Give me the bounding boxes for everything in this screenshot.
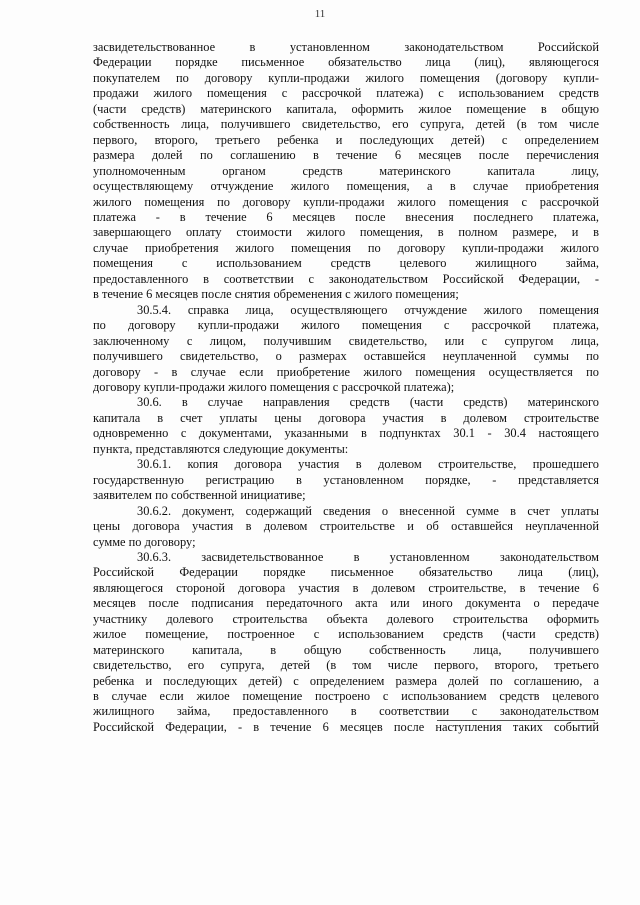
- text-line: завершающего оплату стоимости жилого помещения, в полном размере, и в: [93, 225, 599, 240]
- text-line: заявителем по собственной инициативе;: [93, 488, 306, 503]
- text-line: пункта, представляются следующие документы:: [93, 441, 349, 456]
- text-line: жилищного займа, предоставленного в соответствии с законодательством: [93, 704, 599, 719]
- text-line: капитала в счет уплаты цены договора участия в долевом строительстве: [93, 410, 599, 425]
- text-line: 30.6. в случае направления средств (части средств) материнского: [137, 395, 599, 410]
- text-line: государственную регистрацию в установленном порядке, - представляется: [93, 472, 599, 487]
- text-line: заключенному с лицом, получившим свидетельство, или с супругом лица,: [93, 333, 599, 348]
- text-line: сумме по договору;: [93, 534, 196, 549]
- text-line: в течение 6 месяцев после снятия обременения с жилого помещения;: [93, 287, 459, 302]
- text-line: являющегося стороной договора участия в долевом строительстве, в течение 6: [93, 580, 599, 595]
- text-line: осуществляющему отчуждение жилого помещения, а в случае приобретения: [93, 179, 599, 194]
- text-line: месяцев после подписания передаточного акта или иного документа о передаче: [93, 596, 599, 611]
- text-line: материнского капитала, в общую собственность лица, получившего: [93, 642, 599, 657]
- text-line: (части средств) материнского капитала, оформить жилое помещение в общую: [93, 101, 599, 116]
- text-line: цены договора участия в долевом строительстве и об оставшейся неуплаченной: [93, 519, 599, 534]
- text-line: одновременно с документами, указанными в подпунктах 30.1 - 30.4 настоящего: [93, 426, 599, 441]
- text-line: свидетельство, его супруга, детей (в том числе первого, второго, третьего: [93, 658, 599, 673]
- underline-mark: [437, 720, 595, 721]
- text-line: размера долей по соглашению в течение 6 месяцев после перечисления: [93, 148, 599, 163]
- text-line: Российской Федерации, - в течение 6 месяцев после наступления таких событий: [93, 719, 599, 734]
- text-line: в случае если жилое помещение построено с использованием средств целевого: [93, 689, 599, 704]
- document-body: [93, 40, 599, 735]
- text-line: уполномоченным органом средств материнского капитала лицу,: [93, 163, 599, 178]
- text-line: по договору купли-продажи жилого помещения с рассрочкой платежа,: [93, 318, 599, 333]
- text-line: продажи жилого помещения с рассрочкой платежа) с использованием средств: [93, 86, 599, 101]
- text-line: договору купли-продажи жилого помещения с рассрочкой платежа);: [93, 379, 455, 394]
- text-line: первого, второго, третьего ребенка и последующих детей) с определением: [93, 132, 599, 147]
- page-number: 11: [314, 8, 326, 20]
- text-line: 30.6.3. засвидетельствованное в установленном законодательством: [137, 549, 599, 564]
- text-line: участнику долевого строительства объекта долевого строительства оформить: [93, 611, 599, 626]
- text-line: договору - в случае если приобретение жилого помещения осуществляется по: [93, 364, 599, 379]
- text-line: 30.5.4. справка лица, осуществляющего отчуждение жилого помещения: [137, 302, 599, 317]
- text-line: собственность лица, получившего свидетельство, его супруга, детей (в том числе: [93, 117, 599, 132]
- text-line: предоставленного в соответствии с законодательством Российской Федерации, -: [93, 271, 599, 286]
- text-line: жилое помещение, построенное с использованием средств (части средств): [93, 627, 599, 642]
- text-line: жилого помещения по договору купли-продажи жилого помещения с рассрочкой: [93, 194, 599, 209]
- text-line: Российской Федерации порядке письменное обязательство лица (лиц),: [93, 565, 599, 580]
- text-line: засвидетельствованное в установленном законодательством Российской: [93, 40, 599, 54]
- text-line: 30.6.1. копия договора участия в долевом строительстве, прошедшего: [137, 457, 599, 472]
- text-line: ребенка и последующих детей) с определением размера долей по соглашению, а: [93, 673, 599, 688]
- text-line: помещения с использованием средств целевого жилищного займа,: [93, 256, 599, 271]
- text-line: платежа - в течение 6 месяцев после внесения последнего платежа,: [93, 209, 599, 224]
- text-line: покупателем по договору купли-продажи жилого помещения (договору купли-: [93, 70, 599, 85]
- text-line: Федерации порядке письменное обязательство лица (лиц), являющегося: [93, 55, 599, 70]
- text-line: получившего свидетельство, о размерах оставшейся неуплаченной суммы по: [93, 349, 599, 364]
- text-line: случае приобретения жилого помещения по договору купли-продажи жилого: [93, 240, 599, 255]
- text-line: 30.6.2. документ, содержащий сведения о внесенной сумме в счет уплаты: [137, 503, 599, 518]
